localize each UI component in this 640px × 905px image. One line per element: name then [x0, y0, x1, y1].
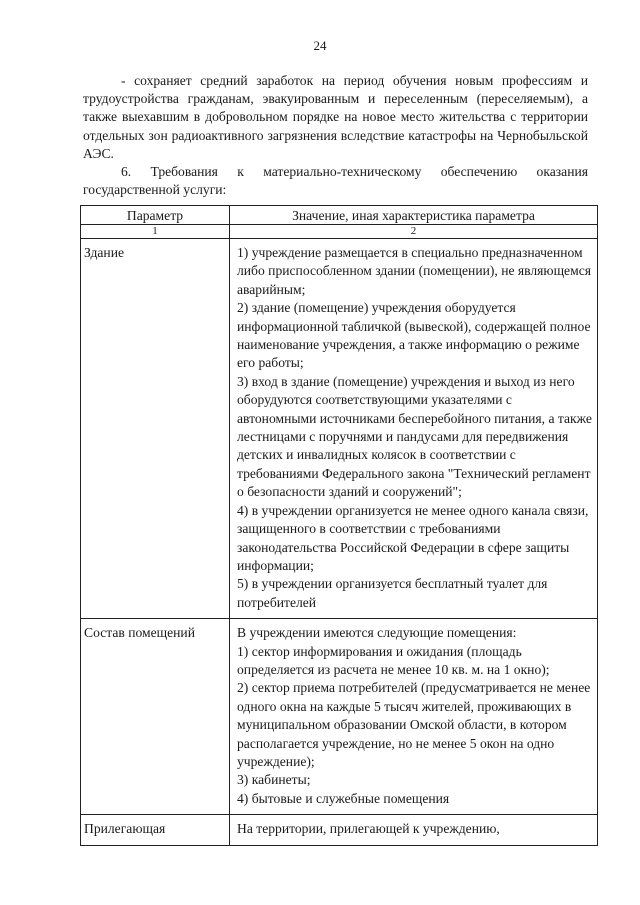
column-number-1: 1: [81, 225, 230, 239]
intro-paragraph-1: - сохраняет средний заработок на период обучения новым профессиям и трудоустройства гражданам, эвакуированным и переселенным (переселяемым), а также выехавшим в добровольном порядке на новое место жительства с территории отдельных зон радиоактивного загрязнения вследствие катастрофы на Чернобыльской АЭС.: [83, 73, 588, 161]
value-line: 5) в учреждении организуется бесплатный туалет для потребителей: [237, 576, 548, 610]
param-name-rooms: Состав помещений: [81, 619, 230, 815]
value-line: 4) бытовые и служебные помещения: [237, 790, 450, 806]
param-name-adjacent: Прилегающая: [81, 815, 230, 845]
requirements-table: [80, 205, 598, 846]
value-line: 3) вход в здание (помещение) учреждения и выход из него оборудуются соответствующими указателями с автономными источниками бесперебойного питания, а также лестницами с поручнями и пандусами для передвижения детских и инвалидных колясок в соответствии с требованиями Федерального закона "Технический регламент о безопасности зданий и сооружений";: [237, 373, 592, 500]
header-parameter: Параметр: [81, 206, 230, 225]
value-line: 3) кабинеты;: [237, 772, 311, 788]
table-row: [81, 239, 598, 619]
column-number-2: 2: [230, 225, 598, 239]
page-number: 24: [313, 38, 327, 53]
intro-paragraph-2: 6. Требования к материально-техническому обеспечению оказания государственной услуги:: [83, 164, 588, 198]
param-value-rooms: [230, 619, 598, 815]
value-line: На территории, прилегающей к учреждению,: [237, 821, 500, 837]
param-value-building: [230, 239, 598, 619]
column-number-row: [81, 225, 598, 239]
param-value-adjacent: [230, 815, 598, 845]
value-line: В учреждении имеются следующие помещения:: [237, 625, 517, 641]
value-line: 1) сектор информирования и ожидания (площадь определяется из расчета не менее 10 кв. м. на 1 окно);: [237, 643, 550, 677]
param-name-building: Здание: [81, 239, 230, 619]
table-row: [81, 815, 598, 845]
value-line: 2) здание (помещение) учреждения оборудуется информационной табличкой (вывеской), содержащей полное наименование учреждения, а также информацию о режиме его работы;: [237, 300, 591, 371]
value-line: 1) учреждение размещается в специально предназначенном либо приспособленном здании (помещении), не являющемся аварийным;: [237, 245, 591, 297]
header-value: Значение, иная характеристика параметра: [230, 206, 598, 225]
table-row: [81, 619, 598, 815]
table-header-row: [81, 206, 598, 225]
intro-text: [83, 72, 588, 199]
value-line: 2) сектор приема потребителей (предусматривается не менее одного окна на каждые 5 тысяч жителей, проживающих в муниципальном образовании Омской области, в котором располагается учреждение, но не менее 5 окон на одно учреждение);: [237, 680, 591, 769]
value-line: 4) в учреждении организуется не менее одного канала связи, защищенного в соответствии с требованиями законодательства Российской Федерации в сфере защиты информации;: [237, 502, 589, 573]
